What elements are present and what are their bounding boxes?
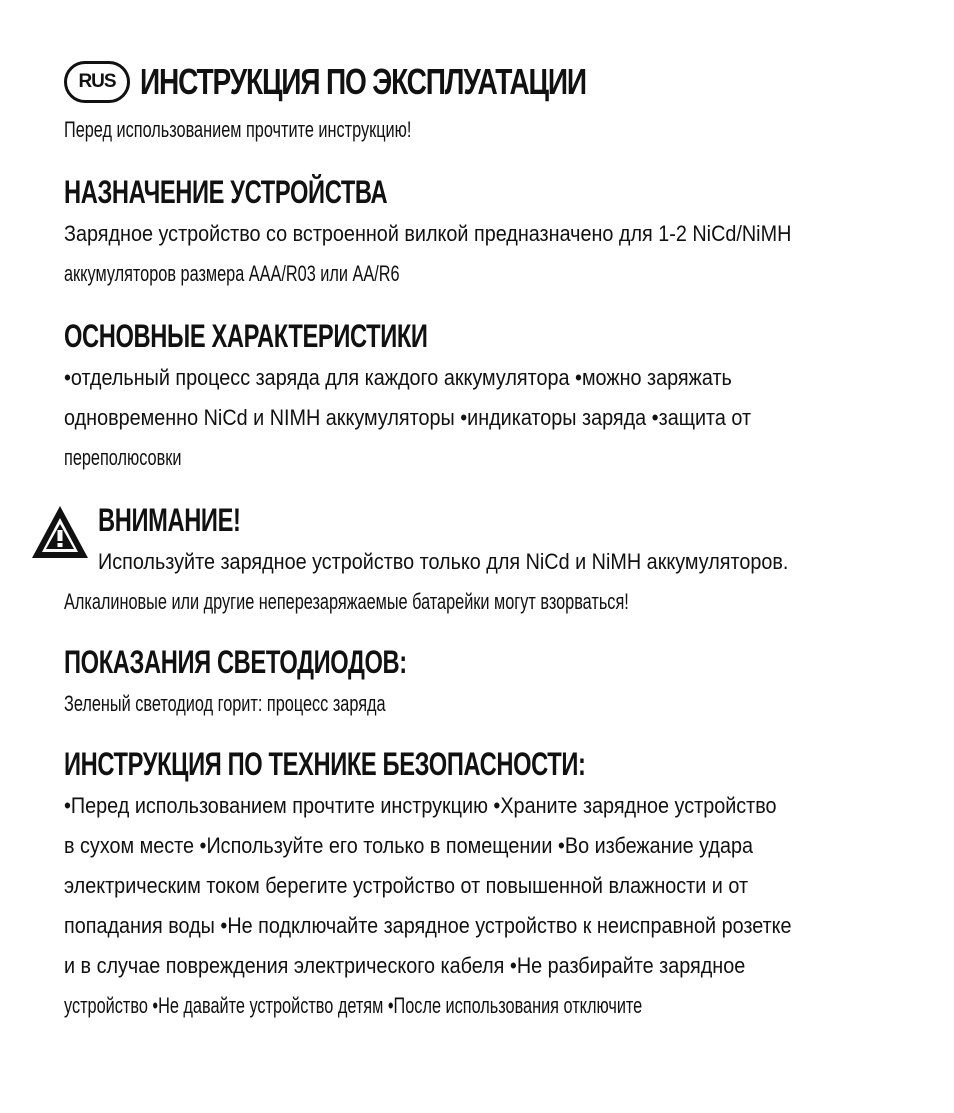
text-line-content: попадания воды •Не подключайте зарядное устройство к неисправной розетке bbox=[64, 913, 792, 938]
text-line bbox=[64, 254, 890, 294]
purpose-text bbox=[64, 214, 890, 294]
purpose-heading bbox=[64, 170, 890, 214]
text-line-content: Алкалиновые или другие неперезаряжаемые батарейки могут взорваться! bbox=[64, 589, 629, 614]
text-line-content: и в случае повреждения электрического кабеля •Не разбирайте зарядное bbox=[64, 953, 746, 978]
features-heading bbox=[64, 314, 890, 358]
warning-triangle-icon bbox=[30, 504, 90, 560]
safety-heading bbox=[64, 742, 890, 786]
text-line-content: •Перед использованием прочтите инструкцию •Храните зарядное устройство bbox=[64, 793, 777, 818]
text-line bbox=[64, 582, 890, 622]
text-line bbox=[64, 786, 890, 826]
text-line bbox=[64, 826, 890, 866]
text-line-content: переполюсовки bbox=[64, 445, 182, 470]
features-text bbox=[64, 358, 890, 478]
text-line bbox=[64, 214, 890, 254]
warning-section bbox=[64, 498, 890, 622]
text-line-content: Используйте зарядное устройство только для NiCd и NiMH аккумуляторов. bbox=[98, 549, 789, 574]
text-line-content: аккумуляторов размера AAA/R03 или AA/R6 bbox=[64, 261, 400, 286]
safety-heading-text: ИНСТРУКЦИЯ ПО ТЕХНИКЕ БЕЗОПАСНОСТИ: bbox=[64, 746, 586, 782]
text-line bbox=[64, 684, 890, 724]
leds-section bbox=[64, 640, 890, 724]
page-title: ИНСТРУКЦИЯ ПО ЭКСПЛУАТАЦИИ bbox=[140, 61, 586, 102]
features-heading-text: ОСНОВНЫЕ ХАРАКТЕРИСТИКИ bbox=[64, 318, 428, 354]
text-line-content: Зеленый светодиод горит: процесс заряда bbox=[64, 691, 386, 716]
features-section bbox=[64, 314, 890, 478]
text-line bbox=[64, 358, 890, 398]
text-line bbox=[64, 986, 890, 1026]
instruction-page bbox=[64, 56, 890, 1026]
title-row bbox=[64, 56, 890, 108]
text-line-content: электрическим током берегите устройство от повышенной влажности и от bbox=[64, 873, 749, 898]
text-line bbox=[64, 946, 890, 986]
warning-text bbox=[64, 542, 890, 622]
text-line-content: одновременно NiCd и NIMH аккумуляторы •индикаторы заряда •защита от bbox=[64, 405, 752, 430]
leds-heading bbox=[64, 640, 890, 684]
language-badge: RUS bbox=[64, 61, 130, 103]
text-line-content: •отдельный процесс заряда для каждого аккумулятора •можно заряжать bbox=[64, 365, 732, 390]
safety-section bbox=[64, 742, 890, 1026]
text-line bbox=[64, 542, 890, 582]
text-line-content: в сухом месте •Используйте его только в помещении •Во избежание удара bbox=[64, 833, 754, 858]
warning-heading-text: ВНИМАНИЕ! bbox=[98, 502, 241, 538]
purpose-heading-text: НАЗНАЧЕНИЕ УСТРОЙСТВА bbox=[64, 174, 388, 210]
purpose-section bbox=[64, 170, 890, 294]
warning-heading bbox=[64, 498, 890, 542]
subtitle bbox=[64, 114, 890, 146]
text-line bbox=[64, 866, 890, 906]
text-line bbox=[64, 398, 890, 438]
leds-heading-text: ПОКАЗАНИЯ СВЕТОДИОДОВ: bbox=[64, 644, 407, 680]
text-line bbox=[64, 906, 890, 946]
safety-text bbox=[64, 786, 890, 1026]
leds-text bbox=[64, 684, 890, 724]
text-line-content: Зарядное устройство со встроенной вилкой предназначено для 1-2 NiCd/NiMH bbox=[64, 221, 792, 246]
text-line bbox=[64, 438, 890, 478]
subtitle-text: Перед использованием прочтите инструкцию! bbox=[64, 117, 412, 142]
text-line-content: устройство •Не давайте устройство детям •После использования отключите bbox=[64, 993, 643, 1018]
